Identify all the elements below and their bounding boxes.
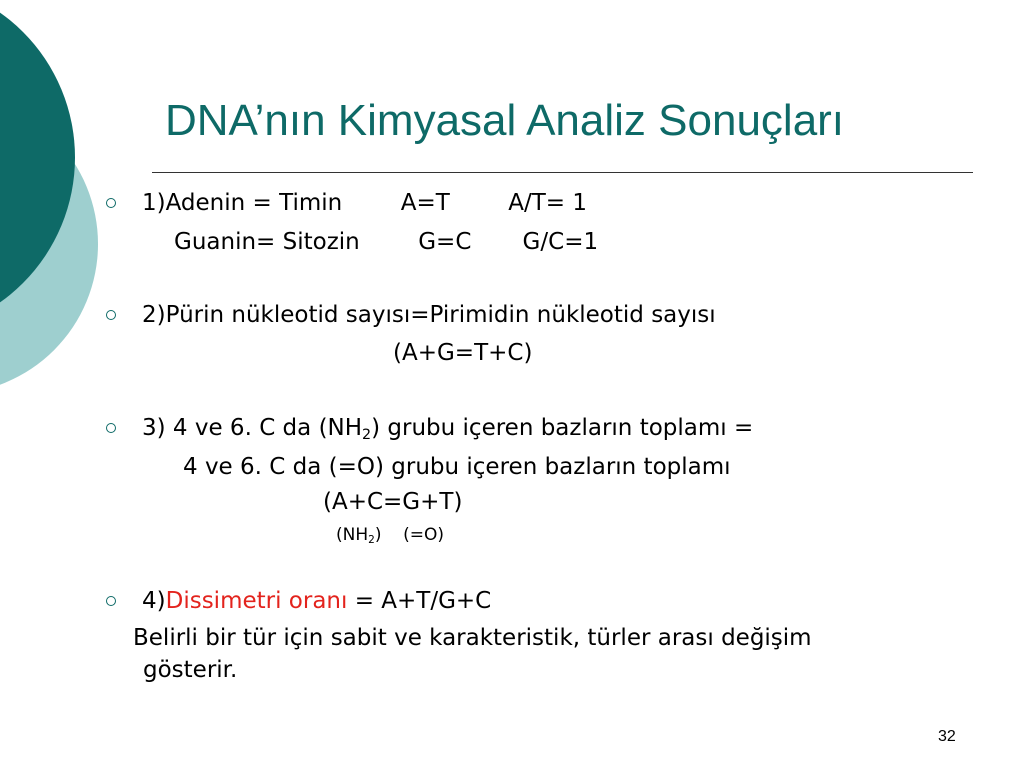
bullet-circle-icon — [106, 310, 116, 320]
item1-line2: Guanin= Sitozin G=C G/C=1 — [174, 229, 599, 255]
bullet-circle-icon — [106, 423, 116, 433]
item4-line2: Belirli bir tür için sabit ve karakteristik, türler arası değişim — [133, 625, 812, 651]
item3-line2: 4 ve 6. C da (=O) grubu içeren bazların toplamı — [183, 454, 731, 480]
item3-line1: 3) 4 ve 6. C da $(NH_2)$ grubu içeren bazların toplamı = — [142, 415, 754, 443]
bullet-circle-icon — [106, 198, 116, 208]
title-divider — [152, 172, 973, 173]
page-number: 32 — [938, 728, 956, 745]
item2-line1: 2)Pürin nükleotid sayısı=Pirimidin nükleotid sayısı — [142, 302, 716, 328]
item4-line1: 4)Dissimetri oranı = A+T/G+C — [142, 588, 492, 614]
slide-title: DNA’nın Kimyasal Analiz Sonuçları — [165, 96, 845, 145]
item1-line1: 1)Adenin = Timin A=T A/T= 1 — [142, 190, 588, 216]
item4-line3: gösterir. — [143, 657, 238, 683]
item3-formula: (A+C=G+T) — [323, 489, 463, 515]
dissimetri-highlight: Dissimetri oranı — [165, 588, 348, 614]
item2-formula: (A+G=T+C) — [393, 340, 533, 366]
bullet-circle-icon — [106, 596, 116, 606]
item3-formula-note: $(NH_2)$ (=O) — [336, 525, 444, 546]
